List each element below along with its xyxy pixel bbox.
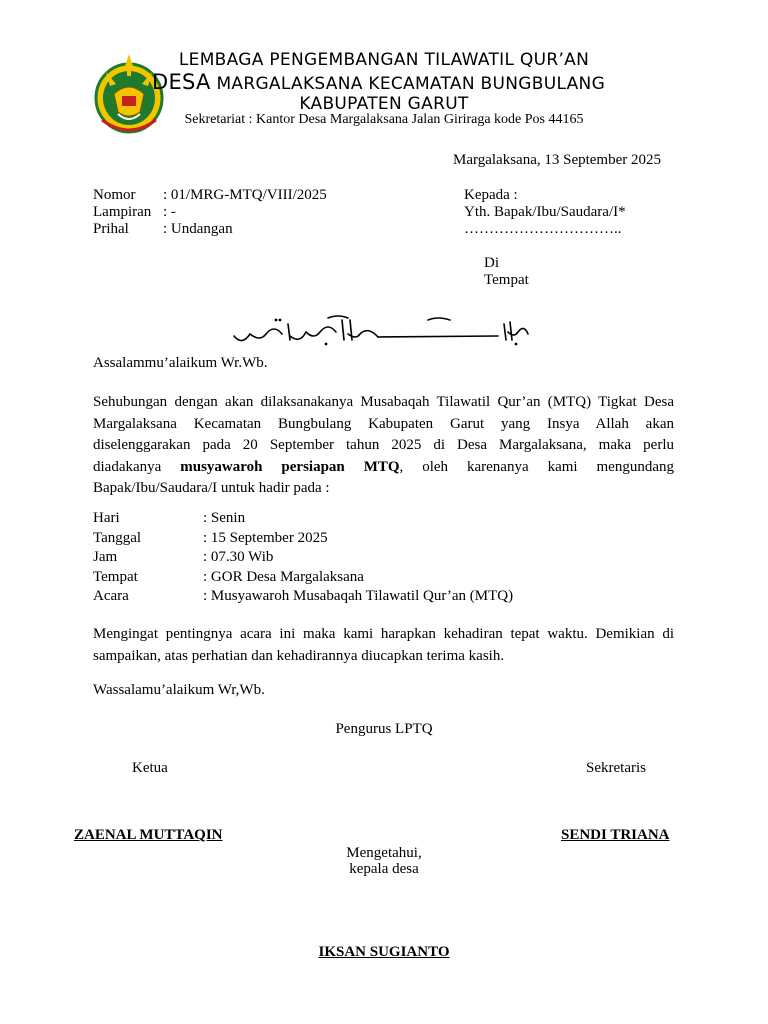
body-line: Margalaksana Kecamatan Bungbulang Kabupaten Garut yang Insya Allah akan <box>93 415 674 432</box>
detail-value: : 15 September 2025 <box>203 529 328 546</box>
body-line-4-pre: diadakanya <box>93 458 181 475</box>
body-paragraph <box>93 392 674 500</box>
recipient-kepada: Kepada : <box>464 187 518 203</box>
signature-left-name: ZAENAL MUTTAQIN <box>74 827 223 843</box>
greeting: Assalammu’alaikum Wr.Wb. <box>93 355 268 371</box>
closing-line: Mengingat pentingnya acara ini maka kami harapkan kehadiran tepat waktu. Demikian di <box>93 626 674 642</box>
lampiran-label: Lampiran <box>93 204 152 220</box>
recipient-yth: Yth. Bapak/Ibu/Saudara/I* <box>464 204 626 220</box>
nomor-value: : 01/MRG-MTQ/VIII/2025 <box>163 187 327 203</box>
detail-label: Tempat <box>93 568 138 585</box>
prihal-value: : Undangan <box>163 221 233 237</box>
header-line-1: LEMBAGA PENGEMBANGAN TILAWATIL QUR’AN <box>178 50 590 70</box>
body-line: Bapak/Ibu/Saudara/I untuk hadir pada : <box>93 480 330 496</box>
detail-label: Acara <box>93 588 129 604</box>
body-line <box>93 457 674 479</box>
signature-right-title: Sekretaris <box>586 760 646 776</box>
acknowledge-line-2: kepala desa <box>349 861 419 877</box>
signature-left-title: Ketua <box>132 760 168 776</box>
detail-value: : GOR Desa Margalaksana <box>203 568 364 585</box>
signature-org: Pengurus LPTQ <box>335 721 433 737</box>
bismillah-calligraphy-icon <box>228 310 542 350</box>
closing-paragraph <box>93 624 674 667</box>
detail-row <box>93 587 513 607</box>
farewell: Wassalamu’alaikum Wr,Wb. <box>93 682 265 698</box>
meta-nomor <box>93 187 327 204</box>
header-line-2 <box>152 70 605 94</box>
detail-row <box>93 529 513 549</box>
body-line: diselenggarakan pada 20 September tahun 2025 di Desa Margalaksana, maka perlu <box>93 437 674 453</box>
body-line: Sehubungan dengan akan dilaksanakanya Musabaqah Tilawatil Qur’an (MTQ) Tigkat Desa <box>93 394 674 410</box>
header-line-3: KABUPATEN GARUT <box>299 94 469 114</box>
detail-row <box>93 548 513 568</box>
acknowledge-line-1: Mengetahui, <box>346 845 422 861</box>
event-name-bold: musyawaroh persiapan MTQ <box>180 458 400 475</box>
detail-row <box>93 509 513 529</box>
detail-label: Jam <box>93 549 118 565</box>
meta-lampiran <box>93 204 176 221</box>
detail-row <box>93 568 513 588</box>
header-line-2-rest: MARGALAKSANA KECAMATAN BUNGBULANG <box>210 74 606 94</box>
letter-date: Margalaksana, 13 September 2025 <box>453 152 662 168</box>
detail-value: : 07.30 Wib <box>203 549 274 565</box>
recipient-di: Di <box>484 255 499 271</box>
prihal-label: Prihal <box>93 221 129 237</box>
detail-value: : Senin <box>203 510 246 526</box>
recipient-dots: ………………………….. <box>464 221 622 237</box>
header-line-2-big: DESA <box>152 70 211 94</box>
signature-right-name: SENDI TRIANA <box>561 827 670 843</box>
nomor-label: Nomor <box>93 187 136 203</box>
closing-line: sampaikan, atas perhatian dan kehadirannya diucapkan terima kasih. <box>93 647 505 664</box>
event-details <box>93 509 513 607</box>
header-address: Sekretariat : Kantor Desa Margalaksana Jalan Giriraga kode Pos 44165 <box>184 112 584 127</box>
detail-label: Tanggal <box>93 529 142 546</box>
body-line-4-post: , oleh karenanya kami mengundang <box>399 458 674 475</box>
detail-value: : Musyawaroh Musabaqah Tilawatil Qur’an (MTQ) <box>203 588 514 604</box>
meta-prihal <box>93 221 233 238</box>
recipient-tempat: Tempat <box>484 272 529 288</box>
signature-bottom-name: IKSAN SUGIANTO <box>318 944 450 960</box>
lampiran-value: : - <box>163 204 176 220</box>
detail-label: Hari <box>93 510 120 526</box>
